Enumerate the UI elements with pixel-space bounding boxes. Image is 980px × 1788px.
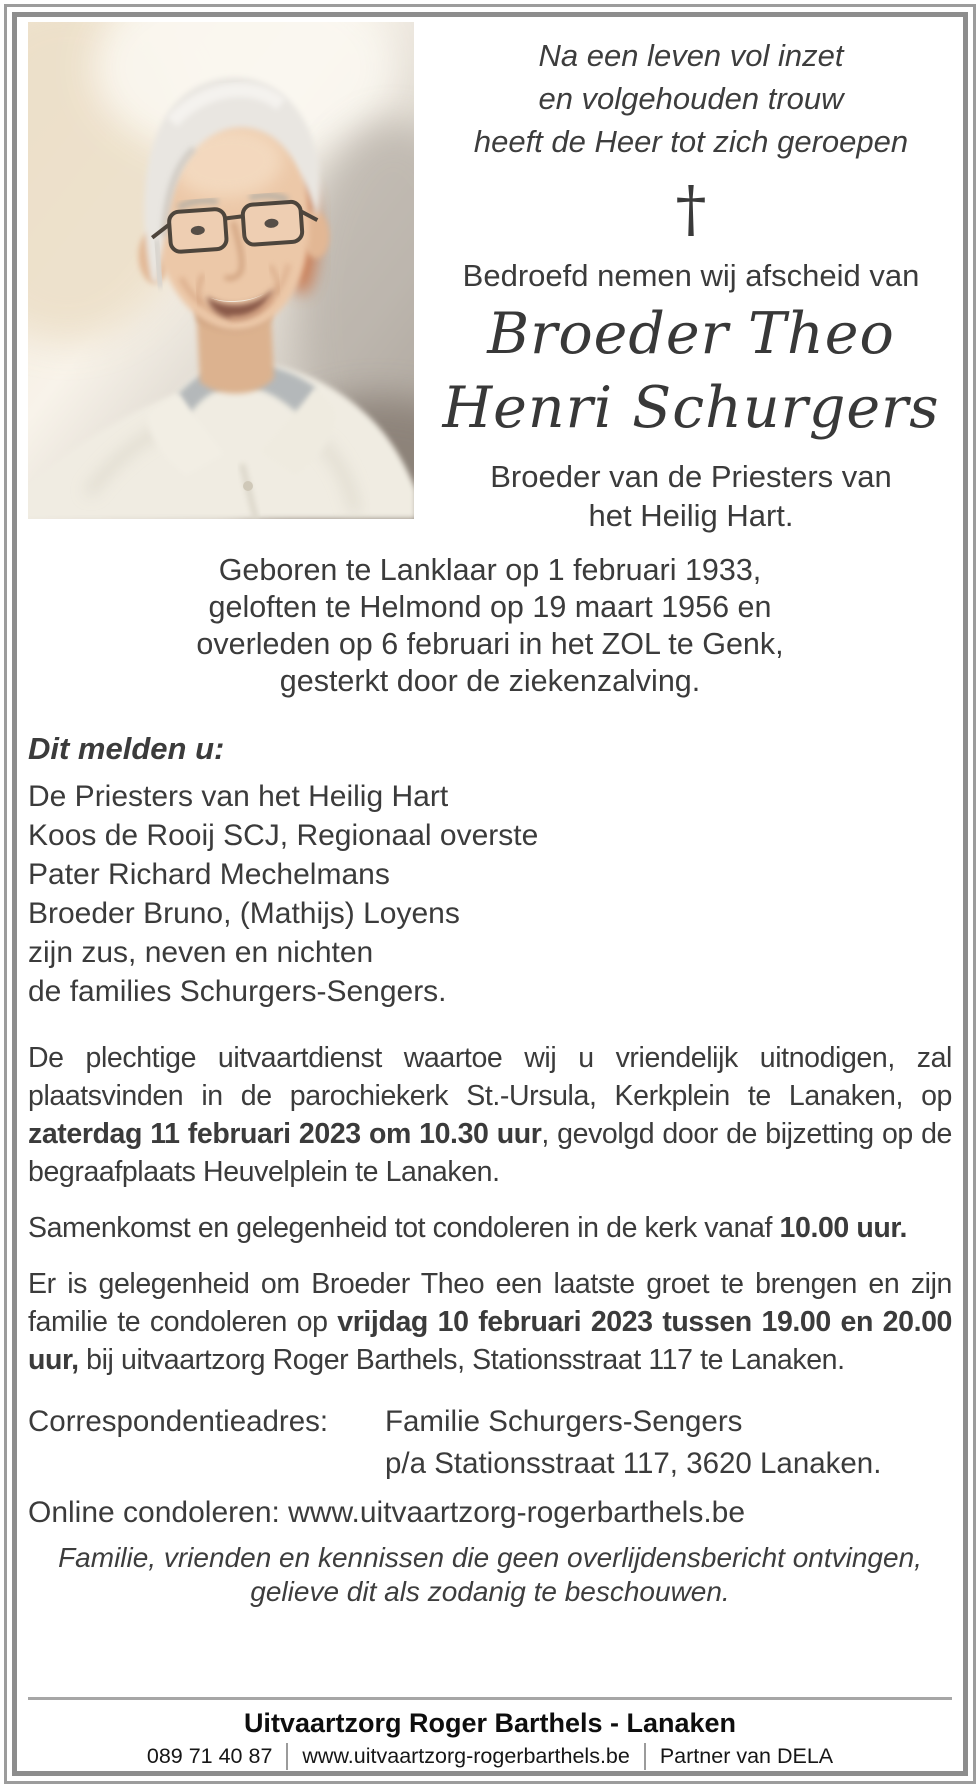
funeral-paragraph: De plechtige uitvaartdienst waartoe wij u vriendelijk uitnodigen, zal plaatsvinden in de parochiekerk St.-Ursula, Kerkplein te Lanaken, op zaterdag 11 februari 2023 om 10.30 uur, gevolgd door de bijzetting op de begraafplaats Heuvelplein te Lanaken.	[28, 1042, 952, 1188]
life-dates-line: overleden op 6 februari in het ZOL te Genk,	[196, 627, 784, 661]
subtitle-line: het Heilig Hart.	[588, 498, 794, 533]
deceased-subtitle	[430, 457, 952, 535]
footer-divider	[28, 1697, 952, 1700]
announcement-lead: Bedroefd nemen wij afscheid van	[462, 258, 920, 293]
notification-note	[28, 1541, 952, 1609]
footer-website: www.uitvaartzorg-rogerbarthels.be	[302, 1744, 630, 1768]
announcer-name: De Priesters van het Heilig Hart	[28, 780, 449, 813]
footer-partner: Partner van DELA	[659, 1744, 834, 1768]
announcer-name: zijn zus, neven en nichten	[28, 936, 374, 969]
funeral-home-name: Uitvaartzorg Roger Barthels - Lanaken	[243, 1708, 737, 1738]
note-line: Familie, vrienden en kennissen die geen overlijdensbericht ontvingen,	[58, 1542, 922, 1573]
announcers-list	[28, 777, 952, 1011]
top-section	[28, 22, 952, 533]
subtitle-line: Broeder van de Priesters van	[490, 459, 892, 494]
cross-icon: †	[675, 172, 707, 245]
correspondence-line: Familie Schurgers-Sengers	[385, 1405, 743, 1438]
correspondence-label: Correspondentieadres:	[28, 1405, 329, 1438]
card-content	[28, 22, 952, 1772]
portrait-illustration	[28, 22, 414, 519]
correspondence-block	[28, 1401, 952, 1485]
online-condolence-line: Online condoleren: www.uitvaartzorg-rogerbarthels.be	[28, 1496, 746, 1529]
intro-verse	[430, 22, 952, 163]
deceased-name-line2: Henri Schurgers	[442, 375, 940, 441]
deceased-name-line1: Broeder Theo	[487, 301, 895, 367]
footer-phone: 089 71 40 87	[146, 1744, 273, 1768]
life-dates-line: geloften te Helmond op 19 maart 1956 en	[208, 590, 772, 624]
greeting-paragraph: Er is gelegenheid om Broeder Theo een laatste groet te brengen en zijn familie te condoleren op vrijdag 10 februari 2023 tussen 19.00 en 20.00 uur, bij uitvaartzorg Roger Barthels, Stationsstraat 117 te Lanaken.	[28, 1268, 952, 1376]
correspondence-line: p/a Stationsstraat 117, 3620 Lanaken.	[385, 1447, 882, 1480]
intro-line: heeft de Heer tot zich geroepen	[473, 124, 909, 159]
intro-line: Na een leven vol inzet	[538, 38, 844, 73]
announcers-heading: Dit melden u:	[28, 731, 225, 766]
announcement-header	[430, 22, 952, 533]
note-line: gelieve dit als zodanig te beschouwen.	[250, 1576, 730, 1607]
announcer-name: Broeder Bruno, (Mathijs) Loyens	[28, 897, 460, 930]
correspondence-address	[385, 1401, 952, 1485]
portrait-photo	[28, 22, 414, 519]
announcer-name: Pater Richard Mechelmans	[28, 858, 390, 891]
life-dates-line: gesterkt door de ziekenzalving.	[279, 664, 701, 698]
footer-contact-row	[28, 1742, 952, 1770]
gathering-paragraph: Samenkomst en gelegenheid tot condoleren in de kerk vanaf 10.00 uur.	[28, 1212, 908, 1244]
life-dates-line: Geboren te Lanklaar op 1 februari 1933,	[218, 553, 762, 587]
announcer-name: Koos de Rooij SCJ, Regionaal overste	[28, 819, 539, 852]
footer-separator	[644, 1743, 646, 1770]
funeral-home-footer	[28, 1697, 952, 1770]
announcer-name: de families Schurgers-Sengers.	[28, 975, 447, 1008]
footer-separator	[286, 1743, 288, 1770]
intro-line: en volgehouden trouw	[538, 81, 844, 116]
life-dates	[28, 552, 952, 700]
